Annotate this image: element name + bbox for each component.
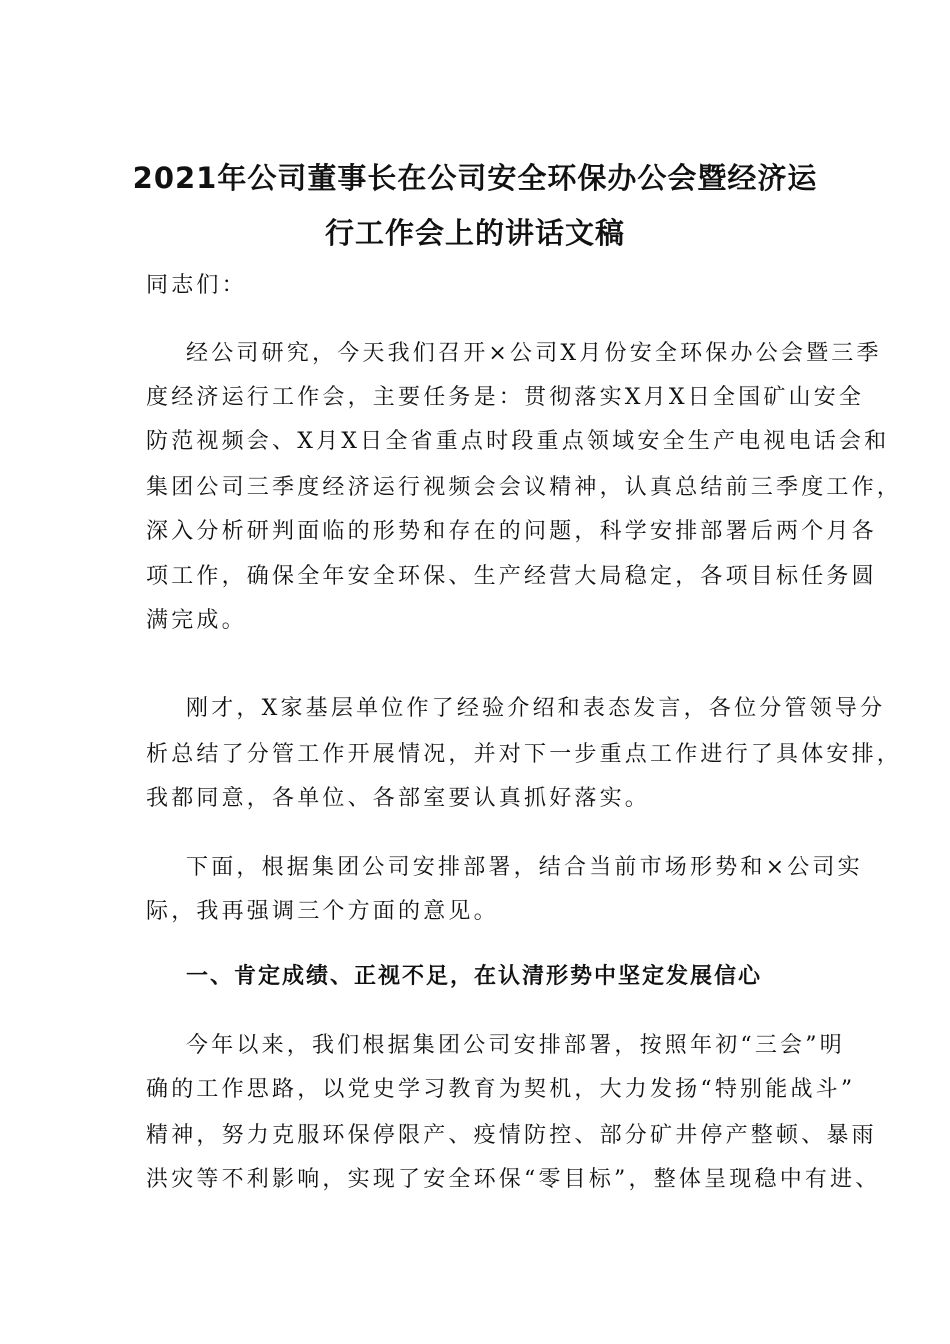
document-title-line-1: 2021年公司董事长在公司安全环保办公会暨经济运 xyxy=(132,161,818,195)
paragraph-3-line-2: 际，我再强调三个方面的意见。 xyxy=(146,899,499,924)
paragraph-1-line-1: 经公司研究，今天我们召开×公司X月份安全环保办公会暨三季 xyxy=(186,341,882,366)
paragraph-4-line-2: 确的工作思路，以党史学习教育为契机，大力发扬“特别能战斗” xyxy=(146,1077,856,1102)
paragraph-3-line-1: 下面，根据集团公司安排部署，结合当前市场形势和×公司实 xyxy=(186,855,863,880)
section-heading-1: 一、肯定成绩、正视不足，在认清形势中坚定发展信心 xyxy=(186,964,763,989)
paragraph-1-line-5: 深入分析研判面临的形势和存在的问题，科学安排部署后两个月各 xyxy=(146,519,877,544)
paragraph-4-line-4: 洪灾等不利影响，实现了安全环保“零目标”，整体呈现稳中有进、 xyxy=(146,1167,881,1192)
document-title-line-2: 行工作会上的讲话文稿 xyxy=(324,216,625,250)
paragraph-1-line-7: 满完成。 xyxy=(146,608,247,633)
paragraph-1-line-6: 项工作，确保全年安全环保、生产经营大局稳定，各项目标任务圆 xyxy=(146,564,877,589)
salutation: 同志们： xyxy=(146,273,247,298)
paragraph-4-line-1: 今年以来，我们根据集团公司安排部署，按照年初“三会”明 xyxy=(186,1033,845,1058)
paragraph-1-line-2: 度经济运行工作会，主要任务是：贯彻落实X月X日全国矿山安全 xyxy=(146,385,865,410)
paragraph-2-line-1: 刚才，X家基层单位作了经验介绍和表态发言，各位分管领导分 xyxy=(186,696,886,721)
paragraph-2-line-2: 析总结了分管工作开展情况，并对下一步重点工作进行了具体安排， xyxy=(146,742,903,767)
paragraph-1-line-4: 集团公司三季度经济运行视频会会议精神，认真总结前三季度工作， xyxy=(146,475,903,500)
paragraph-2-line-3: 我都同意，各单位、各部室要认真抓好落实。 xyxy=(146,786,651,811)
paragraph-1-line-3: 防范视频会、X月X日全省重点时段重点领域安全生产电视电话会和 xyxy=(146,429,890,454)
paragraph-4-line-3: 精神，努力克服环保停限产、疫情防控、部分矿井停产整顿、暴雨 xyxy=(146,1123,877,1148)
